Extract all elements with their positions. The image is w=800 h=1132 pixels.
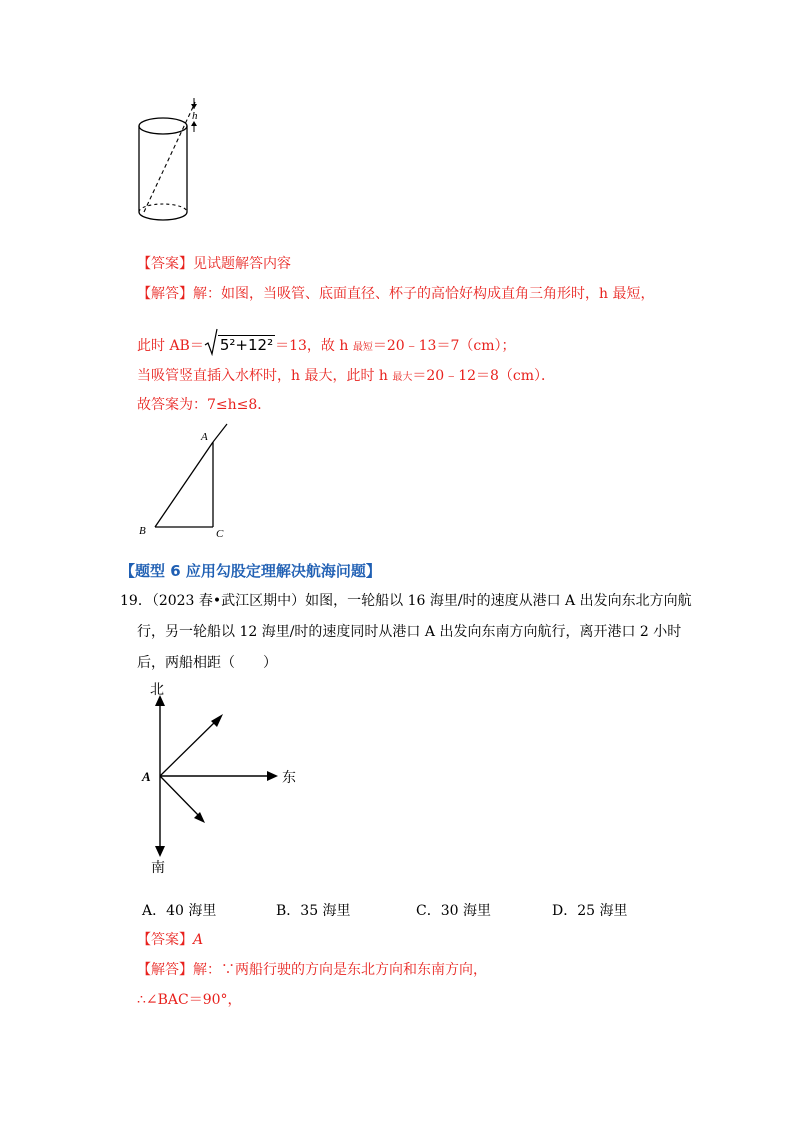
question-19-line-2: 行，另一轮船以 12 海里/时的速度同时从港口 A 出发向东南方向航行，离开港口 2 小时 <box>137 624 682 640</box>
sqrt-icon <box>204 328 218 356</box>
subscript-shortest: 最短 <box>352 342 373 353</box>
section-title: 【题型 6 应用勾股定理解决航海问题】 <box>120 562 381 580</box>
sqrt-radicand: 5²+12² <box>219 336 274 354</box>
solution-1-suffix-b: ＝20﹣13＝7（cm）； <box>372 338 516 354</box>
answer-tag: 【答案】 <box>137 256 193 272</box>
option-d[interactable]: D．25 海里 <box>552 903 628 919</box>
solution-1-suffix-a: ＝13，故 h <box>275 338 353 354</box>
solution-1-text-1: 解：如图，当吸管、底面直径、杯子的高恰好构成直角三角形时，h 最短， <box>193 286 655 302</box>
question-19-line-1: 19．（2023 春•武江区期中）如图，一轮船以 16 海里/时的速度从港口 A 出发向东北方向航 <box>120 593 692 609</box>
question-19-line-3: 后，两船相距（ ） <box>137 655 277 671</box>
solution-1-line-1 <box>137 284 654 304</box>
compass-south-label: 南 <box>151 860 165 874</box>
triangle-label-b: B <box>139 525 146 537</box>
compass-origin-label: A <box>142 769 151 784</box>
solution-tag: 【解答】 <box>137 286 193 302</box>
compass-east-label: 东 <box>282 770 296 786</box>
solution-2-line-2: ∴∠BAC＝90°， <box>137 992 242 1008</box>
sqrt-expression <box>204 328 275 356</box>
compass-figure <box>135 678 315 874</box>
solution-1-text-3a: 当吸管竖直插入水杯时，h 最大，此时 h <box>137 368 393 384</box>
solution-1-prefix: 此时 AB＝ <box>137 338 204 354</box>
solution-1-line-4: 故答案为：7≤h≤8． <box>137 397 272 413</box>
solution-1-text-3b: ＝20﹣12＝8（cm）． <box>412 368 556 384</box>
solution-1-line-2 <box>137 328 515 358</box>
option-b[interactable]: B．35 海里 <box>276 903 351 919</box>
solution-1-line-3 <box>137 366 555 388</box>
triangle-label-a: A <box>201 431 208 443</box>
compass-north-label: 北 <box>150 682 164 698</box>
option-c[interactable]: C．30 海里 <box>416 903 491 919</box>
solution-2-tag: 【解答】 <box>137 962 193 978</box>
answer-2 <box>137 930 203 950</box>
solution-2-line-1 <box>137 960 487 980</box>
cylinder-figure <box>130 95 220 230</box>
answer-1 <box>137 254 291 274</box>
solution-2-text-1: 解：∵两船行驶的方向是东北方向和东南方向， <box>193 962 487 978</box>
subscript-longest: 最大 <box>392 372 413 383</box>
option-a[interactable]: A．40 海里 <box>142 903 217 919</box>
answer-text: 见试题解答内容 <box>193 256 291 272</box>
cylinder-label-h: h <box>192 110 198 122</box>
triangle-label-c: C <box>216 528 224 540</box>
answer-2-tag: 【答案】 <box>137 932 193 948</box>
triangle-figure <box>135 420 235 540</box>
answer-2-value: A <box>193 932 204 948</box>
